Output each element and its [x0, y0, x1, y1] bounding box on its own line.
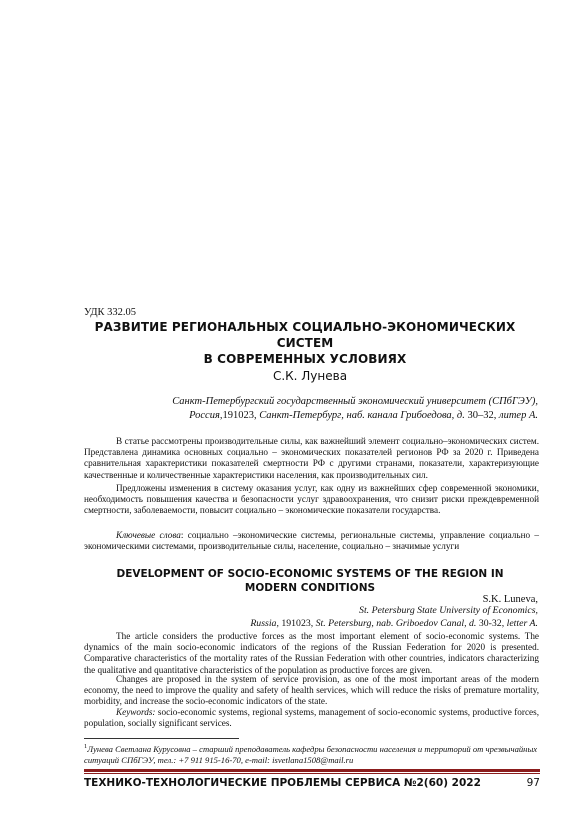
journal-name: ТЕХНИКО-ТЕХНОЛОГИЧЕСКИЕ ПРОБЛЕМЫ СЕРВИСА №2(60) 2022	[84, 777, 481, 789]
title-ru-line-2: В СОВРЕМЕННЫХ УСЛОВИЯХ	[203, 352, 407, 366]
footnote-marker: 1	[84, 743, 88, 750]
keywords-en-text: socio-economic systems, regional systems, management of socio-economic systems, productive forces, population, socially significant services.	[84, 707, 539, 729]
footnote	[84, 741, 540, 766]
abstract-en-p2: Changes are proposed in the system of service provision, as one of the most important areas of the modern economy, the need to improve the quality and safety of health services, which will reduce the risks of premature mortality, morbidity, and increase the socio-economic indicators of the state.	[84, 674, 539, 707]
affil-ru-address: Санкт-Петербург, наб. канала Грибоедова, д.	[259, 410, 468, 421]
affil-en-number: 30-32,	[476, 617, 507, 629]
abstract-ru-p1: В статье рассмотрены производительные силы, как важнейший элемент социально–экономических систем. Представлена динамика основных социально – экономических показателей регионов РФ за 2020 г. Приведена сравнительная характеристики показателей смертности РФ с другими странами, показатели, характеризующие качественные и количественные характеристики населения, как производительных сил.	[84, 436, 539, 480]
affil-ru-zip: 191023,	[222, 410, 260, 421]
keywords-ru-label: Ключевые слова	[116, 530, 181, 540]
keywords-ru	[84, 530, 539, 552]
affil-ru-university: Санкт-Петербургский государственный экономический университет	[172, 396, 486, 407]
udk-code: УДК 332.05	[84, 307, 137, 318]
author-en: S.K. Luneva,	[482, 594, 538, 605]
affil-en-zip: 191023,	[278, 617, 316, 629]
affil-ru-abbr: (СПбГЭУ),	[485, 396, 538, 407]
affil-ru-country: Россия,	[189, 410, 223, 421]
affil-en-country: Russia,	[250, 617, 279, 629]
title-ru-line-1: РАЗВИТИЕ РЕГИОНАЛЬНЫХ СОЦИАЛЬНО-ЭКОНОМИЧЕСКИХ СИСТЕМ	[94, 320, 516, 350]
author-ru: С.К. Лунева	[272, 369, 348, 383]
affil-ru-letter: литер А.	[499, 410, 538, 421]
page-number: 97	[526, 777, 540, 789]
footnote-text: Лунева Светлана Курусовна – старший преподаватель кафедры безопасности населения и территорий от чрезвычайных ситуаций СПбГЭУ, тел.: +7 911 915-16-70, e-mail: isvetlana1508@mail.ru	[84, 743, 538, 765]
article-title-en: DEVELOPMENT OF SOCIO-ECONOMIC SYSTEMS OF THE REGION IN MODERN CONDITIONS	[116, 568, 504, 594]
affiliation-ru	[68, 395, 538, 423]
footnote-separator	[84, 738, 239, 739]
footer-rule-thick	[84, 769, 540, 772]
keywords-en	[84, 707, 539, 729]
footer-rule-thin	[84, 773, 540, 774]
affiliation-en	[68, 605, 538, 630]
affil-en-university: St. Petersburg State University of Economics,	[359, 605, 538, 616]
abstract-en-p1: The article considers the productive forces as the most important element of socio-economic systems. The dynamics of the main socio-economic indicators of the regions of the Russian Federation for 2020 is presented. Comparative characteristics of the mortality rates of the Russian Federation with other countries, indicators characterizing the qualitative and quantitative characteristics of the population as productive forces are given.	[84, 631, 539, 675]
abstract-ru-p2: Предложены изменения в систему оказания услуг, как одну из важнейших сфер современной экономики, необходимость повышения качества и безопасности услуг здравоохранения, что снизит риски преждевременной смертности, заболеваемости, повысит социально – экономические показатели государства.	[84, 483, 539, 516]
article-title-ru	[70, 319, 540, 367]
keywords-ru-text: : социально –экономические системы, региональные системы, управление социально –экономическими системами, производительные силы, население, социально – значимые услуги	[84, 530, 539, 552]
affil-en-address: St. Petersburg, nab. Griboedov Canal, d.	[315, 617, 477, 629]
affil-en-letter: letter A.	[506, 617, 538, 629]
affil-ru-number: 30–32,	[467, 410, 499, 421]
keywords-en-label: Keywords:	[116, 707, 156, 717]
